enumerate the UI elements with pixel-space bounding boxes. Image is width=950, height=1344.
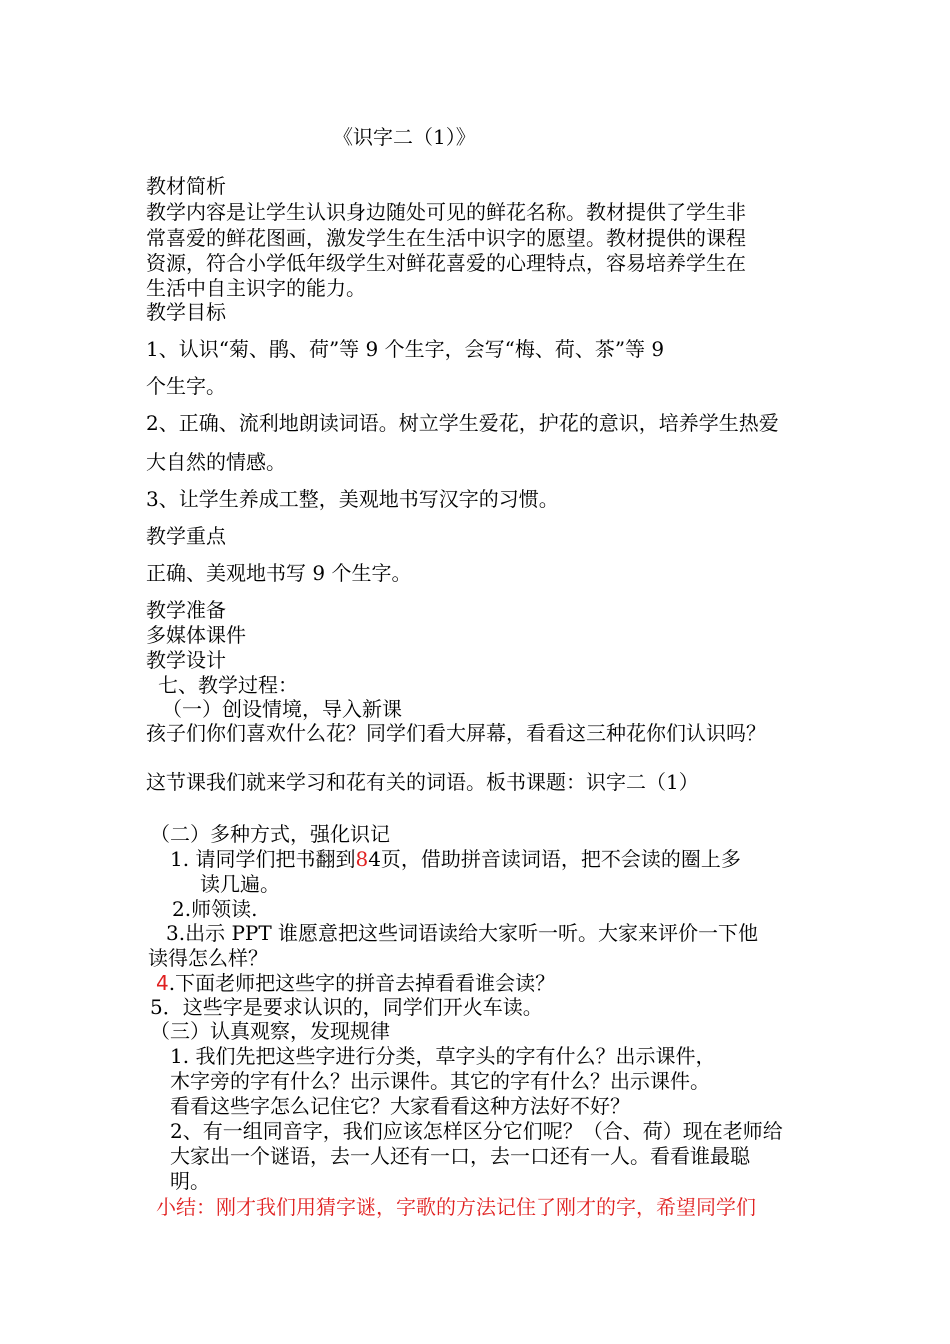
page-number-tail: 4 (368, 847, 381, 871)
document-title: 《识字二（1）》 (333, 125, 476, 149)
step-1-text-a: 1. 请同学们把书翻到 (170, 847, 356, 871)
heading-preparation: 教学准备 (146, 598, 226, 622)
heading-textbook-analysis: 教材简析 (146, 174, 226, 198)
goal-1-continued: 个生字。 (146, 374, 226, 398)
goal-1-line: 1、认识“菊、鹃、荷”等 9 个生字，会写“梅、荷、茶”等 9 (146, 337, 665, 361)
page-number-red: 8 (355, 847, 369, 871)
step-4-number-red: 4 (156, 971, 169, 995)
section-teaching-process: 七、教学过程： (158, 673, 298, 697)
paragraph-line: 教学内容是让学生认识身边随处可见的鲜花名称。教材提供了学生非 (146, 200, 746, 224)
step-4-text: .下面老师把这些字的拼音去掉看看谁会读？ (168, 971, 556, 995)
step-5-line: 5．这些字是要求认识的，同学们开火车读。 (150, 995, 543, 1019)
paragraph-line: 资源，符合小学低年级学生对鲜花喜爱的心理特点，容易培养学生在 (146, 251, 746, 275)
heading-teaching-goals: 教学目标 (146, 300, 226, 324)
observe-step-2-continued: 大家出一个谜语，去一人还有一口，去一口还有一人。看看谁最聪 (170, 1144, 750, 1168)
preparation-line: 多媒体课件 (146, 623, 246, 647)
step-3-continued: 读得怎么样？ (148, 946, 268, 970)
paragraph-line: 孩子们你们喜欢什么花？同学们看大屏幕，看看这三种花你们认识吗？ (146, 721, 766, 745)
step-1-line (170, 847, 741, 871)
observe-step-2-continued: 明。 (170, 1169, 210, 1193)
heading-design: 教学设计 (146, 648, 226, 672)
subsection-2-heading: （二）多种方式，强化识记 (150, 822, 390, 846)
step-4-line (156, 971, 555, 995)
step-1-text-b: 页，借助拼音读词语，把不会读的圈上多 (380, 847, 741, 871)
step-2-line: 2.师领读. (172, 897, 258, 921)
goal-2-line: 2、正确、流利地朗读词语。树立学生爱花，护花的意识，培养学生热爱 (146, 411, 779, 435)
goal-3-line: 3、让学生养成工整，美观地书写汉字的习惯。 (146, 487, 559, 511)
subsection-1-heading: （一）创设情境，导入新课 (162, 697, 402, 721)
observe-step-2-line: 2、有一组同音字，我们应该怎样区分它们呢？（合、荷）现在老师给 (170, 1119, 783, 1143)
paragraph-line: 这节课我们就来学习和花有关的词语。板书课题：识字二（1） (146, 770, 699, 794)
subsection-3-heading: （三）认真观察，发现规律 (150, 1019, 390, 1043)
key-point-line: 正确、美观地书写 9 个生字。 (146, 561, 412, 585)
goal-2-continued: 大自然的情感。 (146, 450, 286, 474)
summary-line: 小结：刚才我们用猜字谜，字歌的方法记住了刚才的字，希望同学们 (156, 1195, 756, 1219)
observe-step-1-continued: 木字旁的字有什么？出示课件。其它的字有什么？出示课件。 (170, 1069, 710, 1093)
paragraph-line: 常喜爱的鲜花图画，激发学生在生活中识字的愿望。教材提供的课程 (146, 226, 746, 250)
step-1-continued: 读几遍。 (200, 872, 280, 896)
observe-step-1-line: 1. 我们先把这些字进行分类，草字头的字有什么？出示课件， (170, 1044, 716, 1068)
step-3-line: 3.出示 PPT 谁愿意把这些词语读给大家听一听。大家来评价一下他 (166, 921, 759, 945)
observe-step-1-continued: 看看这些字怎么记住它？大家看看这种方法好不好？ (170, 1094, 630, 1118)
paragraph-line: 生活中自主识字的能力。 (146, 276, 366, 300)
heading-key-points: 教学重点 (146, 524, 226, 548)
